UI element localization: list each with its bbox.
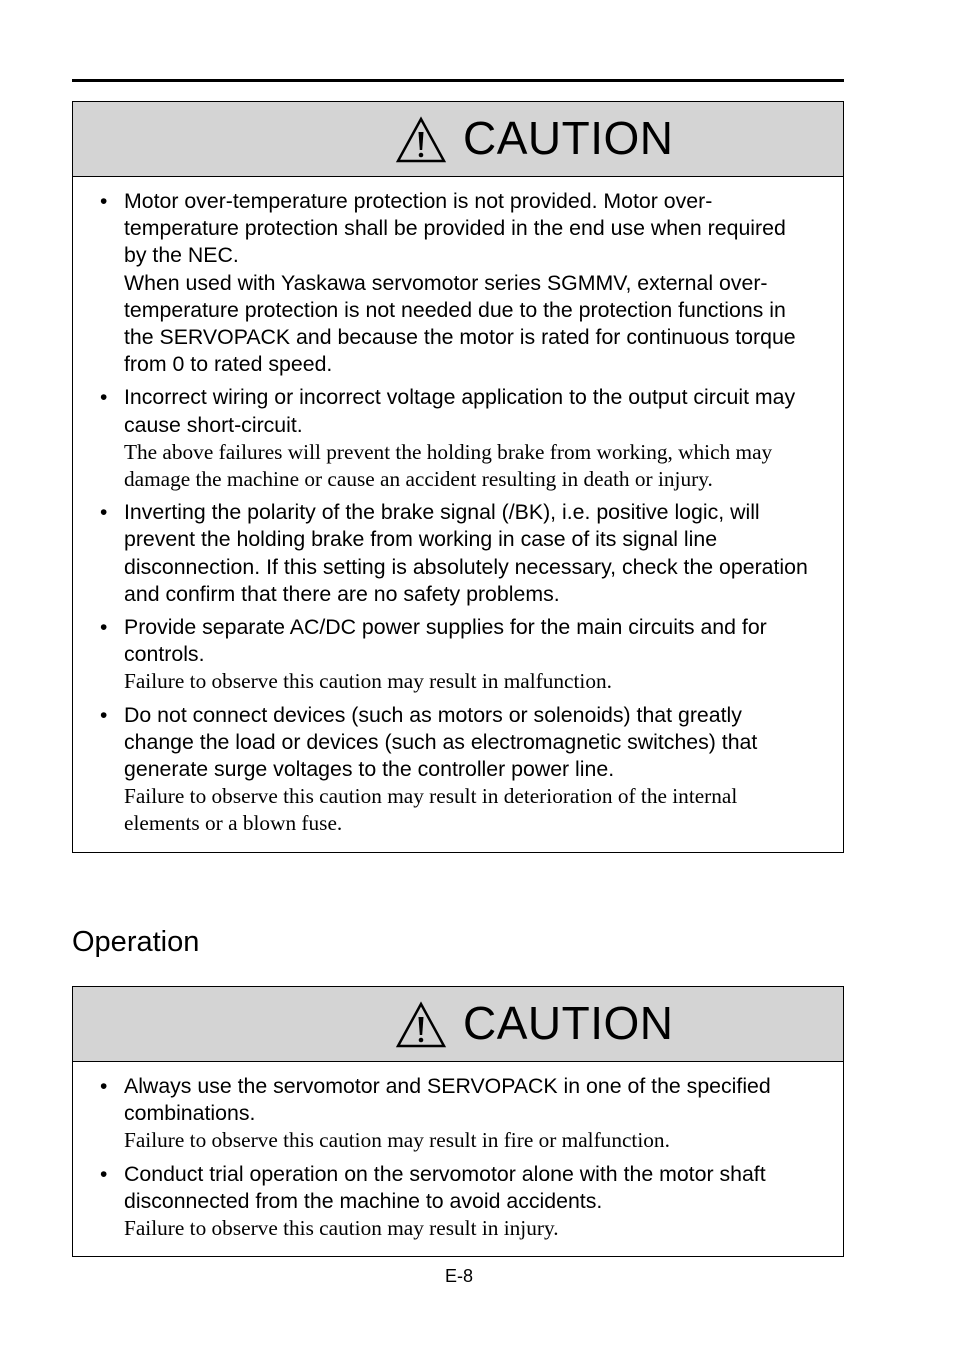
warning-triangle-icon [395,1001,447,1049]
caution-item [99,702,813,838]
caution-header-1 [73,102,843,177]
bullet: • [100,1075,108,1098]
caution-box-2 [72,986,844,1257]
caution-item [99,614,813,696]
caution-item [99,188,813,378]
caution-body-1 [73,177,843,852]
caution-item-note: Failure to observe this caution may result in deterioration of the internal elements or a blown fuse. [124,784,738,836]
bullet: • [100,501,108,525]
caution-title-2 [395,995,674,1051]
bullet: • [100,616,108,640]
page-number: E-8 [444,1266,473,1286]
bullet: • [100,703,108,727]
top-rule [72,79,844,82]
caution-item-note: Failure to observe this caution may result in injury. [124,1216,559,1241]
caution-item-extra: When used with Yaskawa servomotor series SGMMV, external over-temperature protection is not needed due to the protection functions in the SERVOPACK and because the motor is rated for continuous torque from 0 to rated speed. [124,270,796,377]
caution-title-text-2: CAUTION [463,997,674,1049]
caution-item-text: Motor over-temperature protection is not provided. Motor over-temperature protection shall be provided in the end use when required by the NEC. [124,189,786,268]
caution-item [99,499,813,608]
bullet: • [100,190,108,213]
caution-body-2 [73,1062,843,1256]
caution-item [99,1161,813,1243]
bullet: • [100,1162,108,1186]
caution-title-1 [395,110,674,166]
caution-item-text: Provide separate AC/DC power supplies for the main circuits and for controls. [124,615,767,667]
caution-item-note: Failure to observe this caution may result in fire or malfunction. [124,1128,670,1153]
caution-item-text: Incorrect wiring or incorrect voltage application to the output circuit may cause short-circuit. [124,385,796,437]
caution-item-note: The above failures will prevent the holding brake from working, which may damage the machine or cause an accident resulting in death or injury. [124,439,773,492]
caution-item-text: Do not connect devices (such as motors or solenoids) that greatly change the load or devices (such as electromagnetic switches) that generate surge voltages to the controller power line. [124,702,758,782]
caution-item-note: Failure to observe this caution may result in malfunction. [124,669,612,694]
caution-title-text-1: CAUTION [463,112,674,164]
section-heading-operation: Operation [72,926,200,958]
bullet: • [100,386,108,410]
caution-item [99,384,813,493]
warning-triangle-icon [395,116,447,164]
caution-box-1 [72,101,844,853]
caution-header-2 [73,987,843,1062]
caution-item-text: Conduct trial operation on the servomotor alone with the motor shaft disconnected from the machine to avoid accidents. [124,1161,766,1213]
caution-item-text: Always use the servomotor and SERVOPACK in one of the specified combinations. [124,1074,771,1126]
caution-item [99,1073,813,1155]
caution-item-text: Inverting the polarity of the brake signal (/BK), i.e. positive logic, will prevent the holding brake from working in case of its signal line disconnection. If this setting is absolutely necessary, check the operation and confirm that there are no safety problems. [124,500,808,606]
